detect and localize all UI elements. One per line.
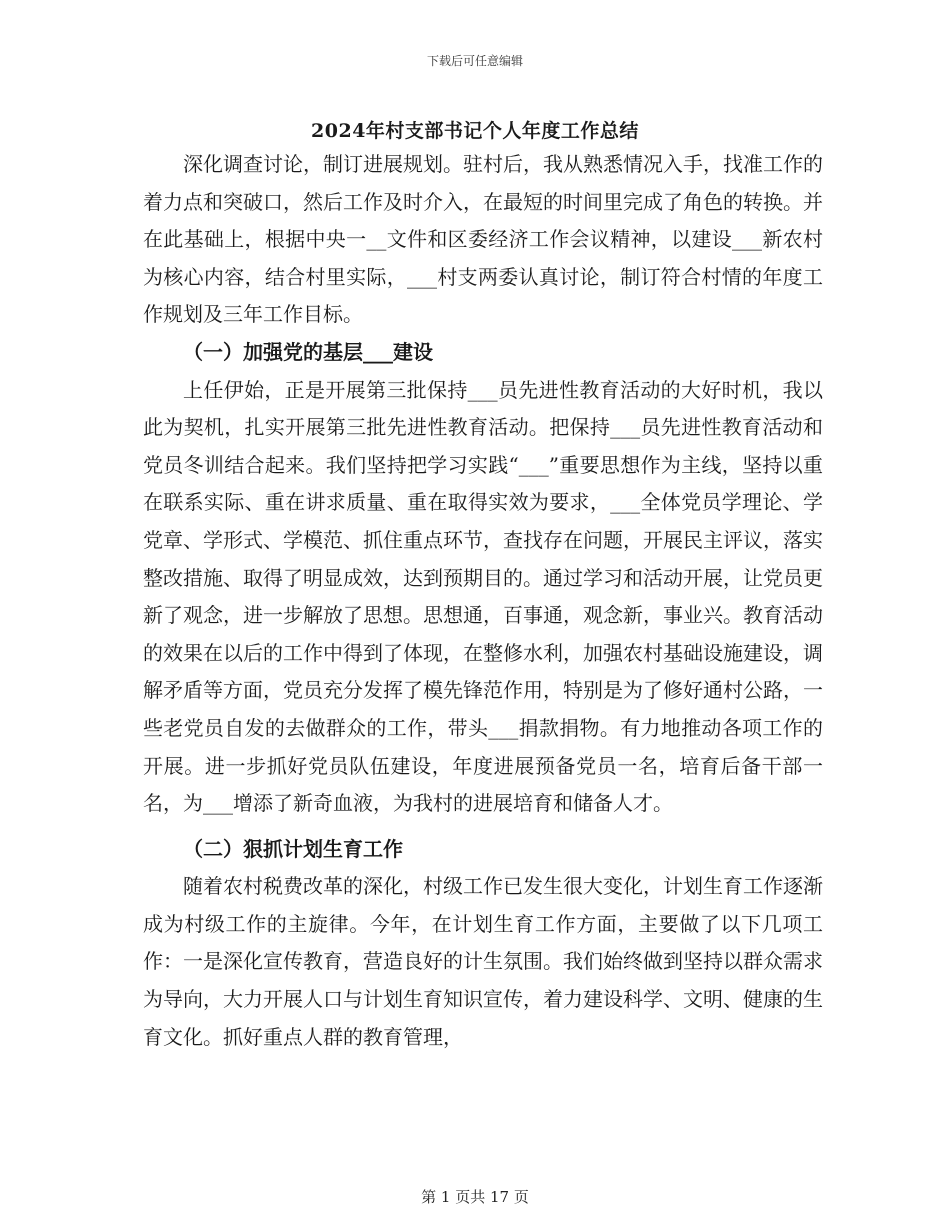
page-header-note: 下载后可任意编辑	[426, 54, 523, 68]
section-heading-2: （二）狠抓计划生育工作	[183, 836, 403, 861]
intro-paragraph: 深化调查讨论，制订进展规划。驻村后，我从熟悉情况入手，找准工作的着力点和突破口，然后工作及时介入，在最短的时间里完成了角色的转换。并在此基础上，根据中央一__文件和区委经济工作会议精神，以建设___新农村为核心内容，结合村里实际，___村支两委认真讨论，制订符合村情的年度工作规划及三年工作目标。	[143, 152, 823, 327]
section-heading-1: （一）加强党的基层___建设	[183, 339, 433, 364]
section-body-1: 上任伊始，正是开展第三批保持___员先进性教育活动的大好时机，我以此为契机，扎实开展第三批先进性教育活动。把保持___员先进性教育活动和党员冬训结合起来。我们坚持把学习实践“___”重要思想作为主线，坚持以重在联系实际、重在讲求质量、重在取得实效为要求，___全体党员学理论、学党章、学形式、学模范、抓住重点环节，查找存在问题，开展民主评议，落实整改措施、取得了明显成效，达到预期目的。通过学习和活动开展，让党员更新了观念，进一步解放了思想。思想通，百事通，观念新，事业兴。教育活动的效果在以后的工作中得到了体现，在整修水利，加强农村基础设施建设，调解矛盾等方面，党员充分发挥了模先锋范作用，特别是为了修好通村公路，一些老党员自发的去做群众的工作，带头___捐款捐物。有力地推动各项工作的开展。进一步抓好党员队伍建设，年度进展预备党员一名，培育后备干部一名，为___增添了新奇血液，为我村的进展培育和储备人才。	[143, 377, 823, 816]
section-body-2: 随着农村税费改革的深化，村级工作已发生很大变化，计划生育工作逐渐成为村级工作的主旋律。今年，在计划生育工作方面，主要做了以下几项工作：一是深化宣传教育，营造良好的计生氛围。我们始终做到坚持以群众需求为导向，大力开展人口与计划生育知识宣传，着力建设科学、文明、健康的生育文化。抓好重点人群的教育管理，	[143, 874, 823, 1049]
page-number: 第 1 页共 17 页	[421, 1188, 529, 1206]
document-body	[143, 146, 823, 1056]
document-title: 2024年村支部书记个人年度工作总结	[311, 120, 639, 142]
